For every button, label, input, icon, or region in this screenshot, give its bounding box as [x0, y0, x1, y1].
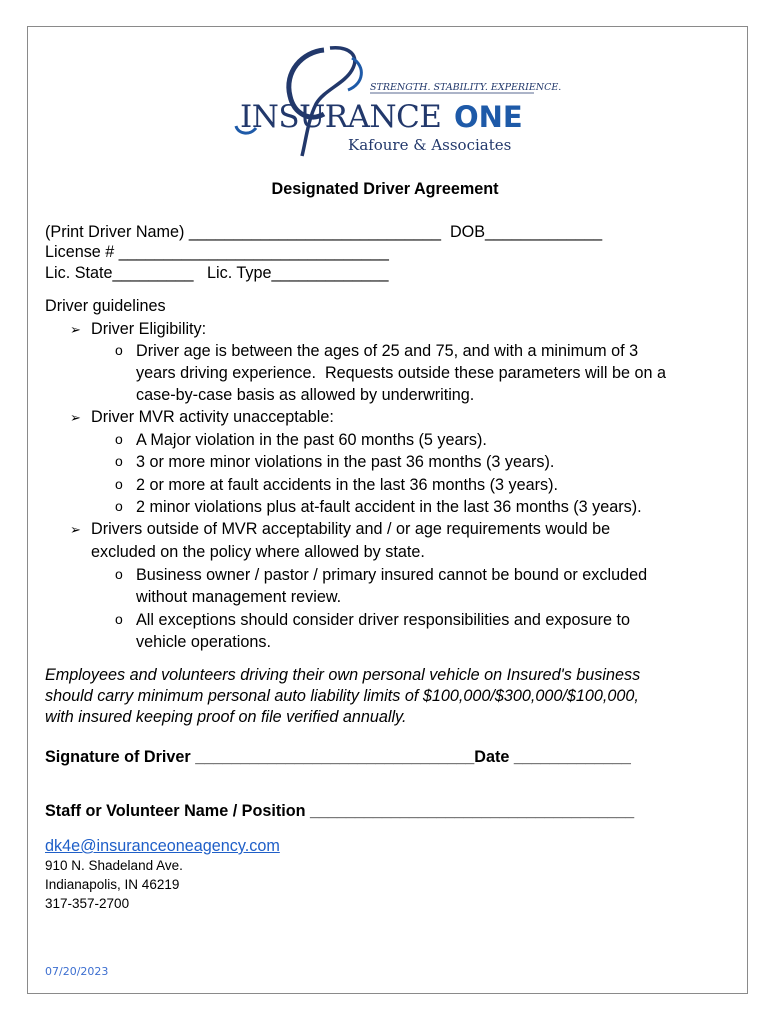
guideline-item-exclusions: Drivers outside of MVR acceptability and / or age requirements would be: [91, 520, 611, 538]
license-number-field[interactable]: License # ______________________________: [45, 243, 389, 261]
bullet-arrow-icon: ➢: [70, 322, 81, 337]
signature-date-field[interactable]: Signature of Driver _______________________________Date _____________: [45, 748, 631, 766]
bullet-arrow-icon: ➢: [70, 522, 81, 537]
sub-bullet-icon: o: [115, 566, 123, 582]
sub-item-line: 3 or more minor violations in the past 36 months (3 years).: [136, 453, 555, 471]
insurance-notice-line: should carry minimum personal auto liability limits of $100,000/$300,000/$100,000,: [45, 687, 639, 705]
insurance-one-logo: [232, 44, 562, 162]
sub-bullet-icon: o: [115, 476, 123, 492]
sub-item-line: All exceptions should consider driver responsibilities and exposure to: [136, 611, 630, 629]
staff-name-position-field[interactable]: Staff or Volunteer Name / Position ____________________________________: [45, 802, 635, 820]
logo-name-one: ONE: [454, 100, 523, 134]
guideline-item-exclusions-cont: excluded on the policy where allowed by state.: [91, 543, 425, 561]
sub-item-line: Driver age is between the ages of 25 and 75, and with a minimum of 3: [136, 342, 639, 360]
sub-bullet-icon: o: [115, 342, 123, 358]
sub-item-line: without management review.: [136, 588, 342, 606]
sub-item-line: vehicle operations.: [136, 633, 271, 651]
footer-date: 07/20/2023: [45, 965, 109, 978]
insurance-notice-line: Employees and volunteers driving their own personal vehicle on Insured's business: [45, 666, 641, 684]
sub-item-line: 2 minor violations plus at-fault accident in the last 36 months (3 years).: [136, 498, 642, 516]
sub-item-line: A Major violation in the past 60 months (5 years).: [136, 431, 487, 449]
logo-tagline: STRENGTH. STABILITY. EXPERIENCE.: [370, 82, 562, 93]
sub-item-line: years driving experience. Requests outside these parameters will be on a: [136, 364, 666, 382]
sub-bullet-icon: o: [115, 453, 123, 469]
logo-subtitle: Kafoure & Associates: [348, 136, 512, 154]
sub-item-line: Business owner / pastor / primary insured cannot be bound or excluded: [136, 566, 648, 584]
sub-bullet-icon: o: [115, 611, 123, 627]
driver-name-dob-field[interactable]: (Print Driver Name) ____________________________ DOB_____________: [45, 223, 603, 241]
bullet-arrow-icon: ➢: [70, 410, 81, 425]
guidelines-heading: Driver guidelines: [45, 297, 166, 315]
address-line-2: Indianapolis, IN 46219: [45, 877, 180, 892]
address-line-1: 910 N. Shadeland Ave.: [45, 858, 183, 873]
logo-name-insurance: INSURANCE: [240, 99, 442, 135]
document-title: Designated Driver Agreement: [271, 180, 499, 198]
sub-item-line: 2 or more at fault accidents in the last 36 months (3 years).: [136, 476, 558, 494]
insurance-notice-line: with insured keeping proof on file verified annually.: [45, 708, 407, 726]
email-link[interactable]: dk4e@insuranceoneagency.com: [45, 837, 280, 855]
sub-bullet-icon: o: [115, 498, 123, 514]
sub-item-line: case-by-case basis as allowed by underwriting.: [136, 386, 475, 404]
phone-number: 317-357-2700: [45, 896, 130, 911]
license-state-type-field[interactable]: Lic. State_________ Lic. Type_____________: [45, 264, 389, 282]
sub-bullet-icon: o: [115, 431, 123, 447]
guideline-item-mvr: Driver MVR activity unacceptable:: [91, 408, 334, 426]
guideline-item-eligibility: Driver Eligibility:: [91, 320, 207, 338]
